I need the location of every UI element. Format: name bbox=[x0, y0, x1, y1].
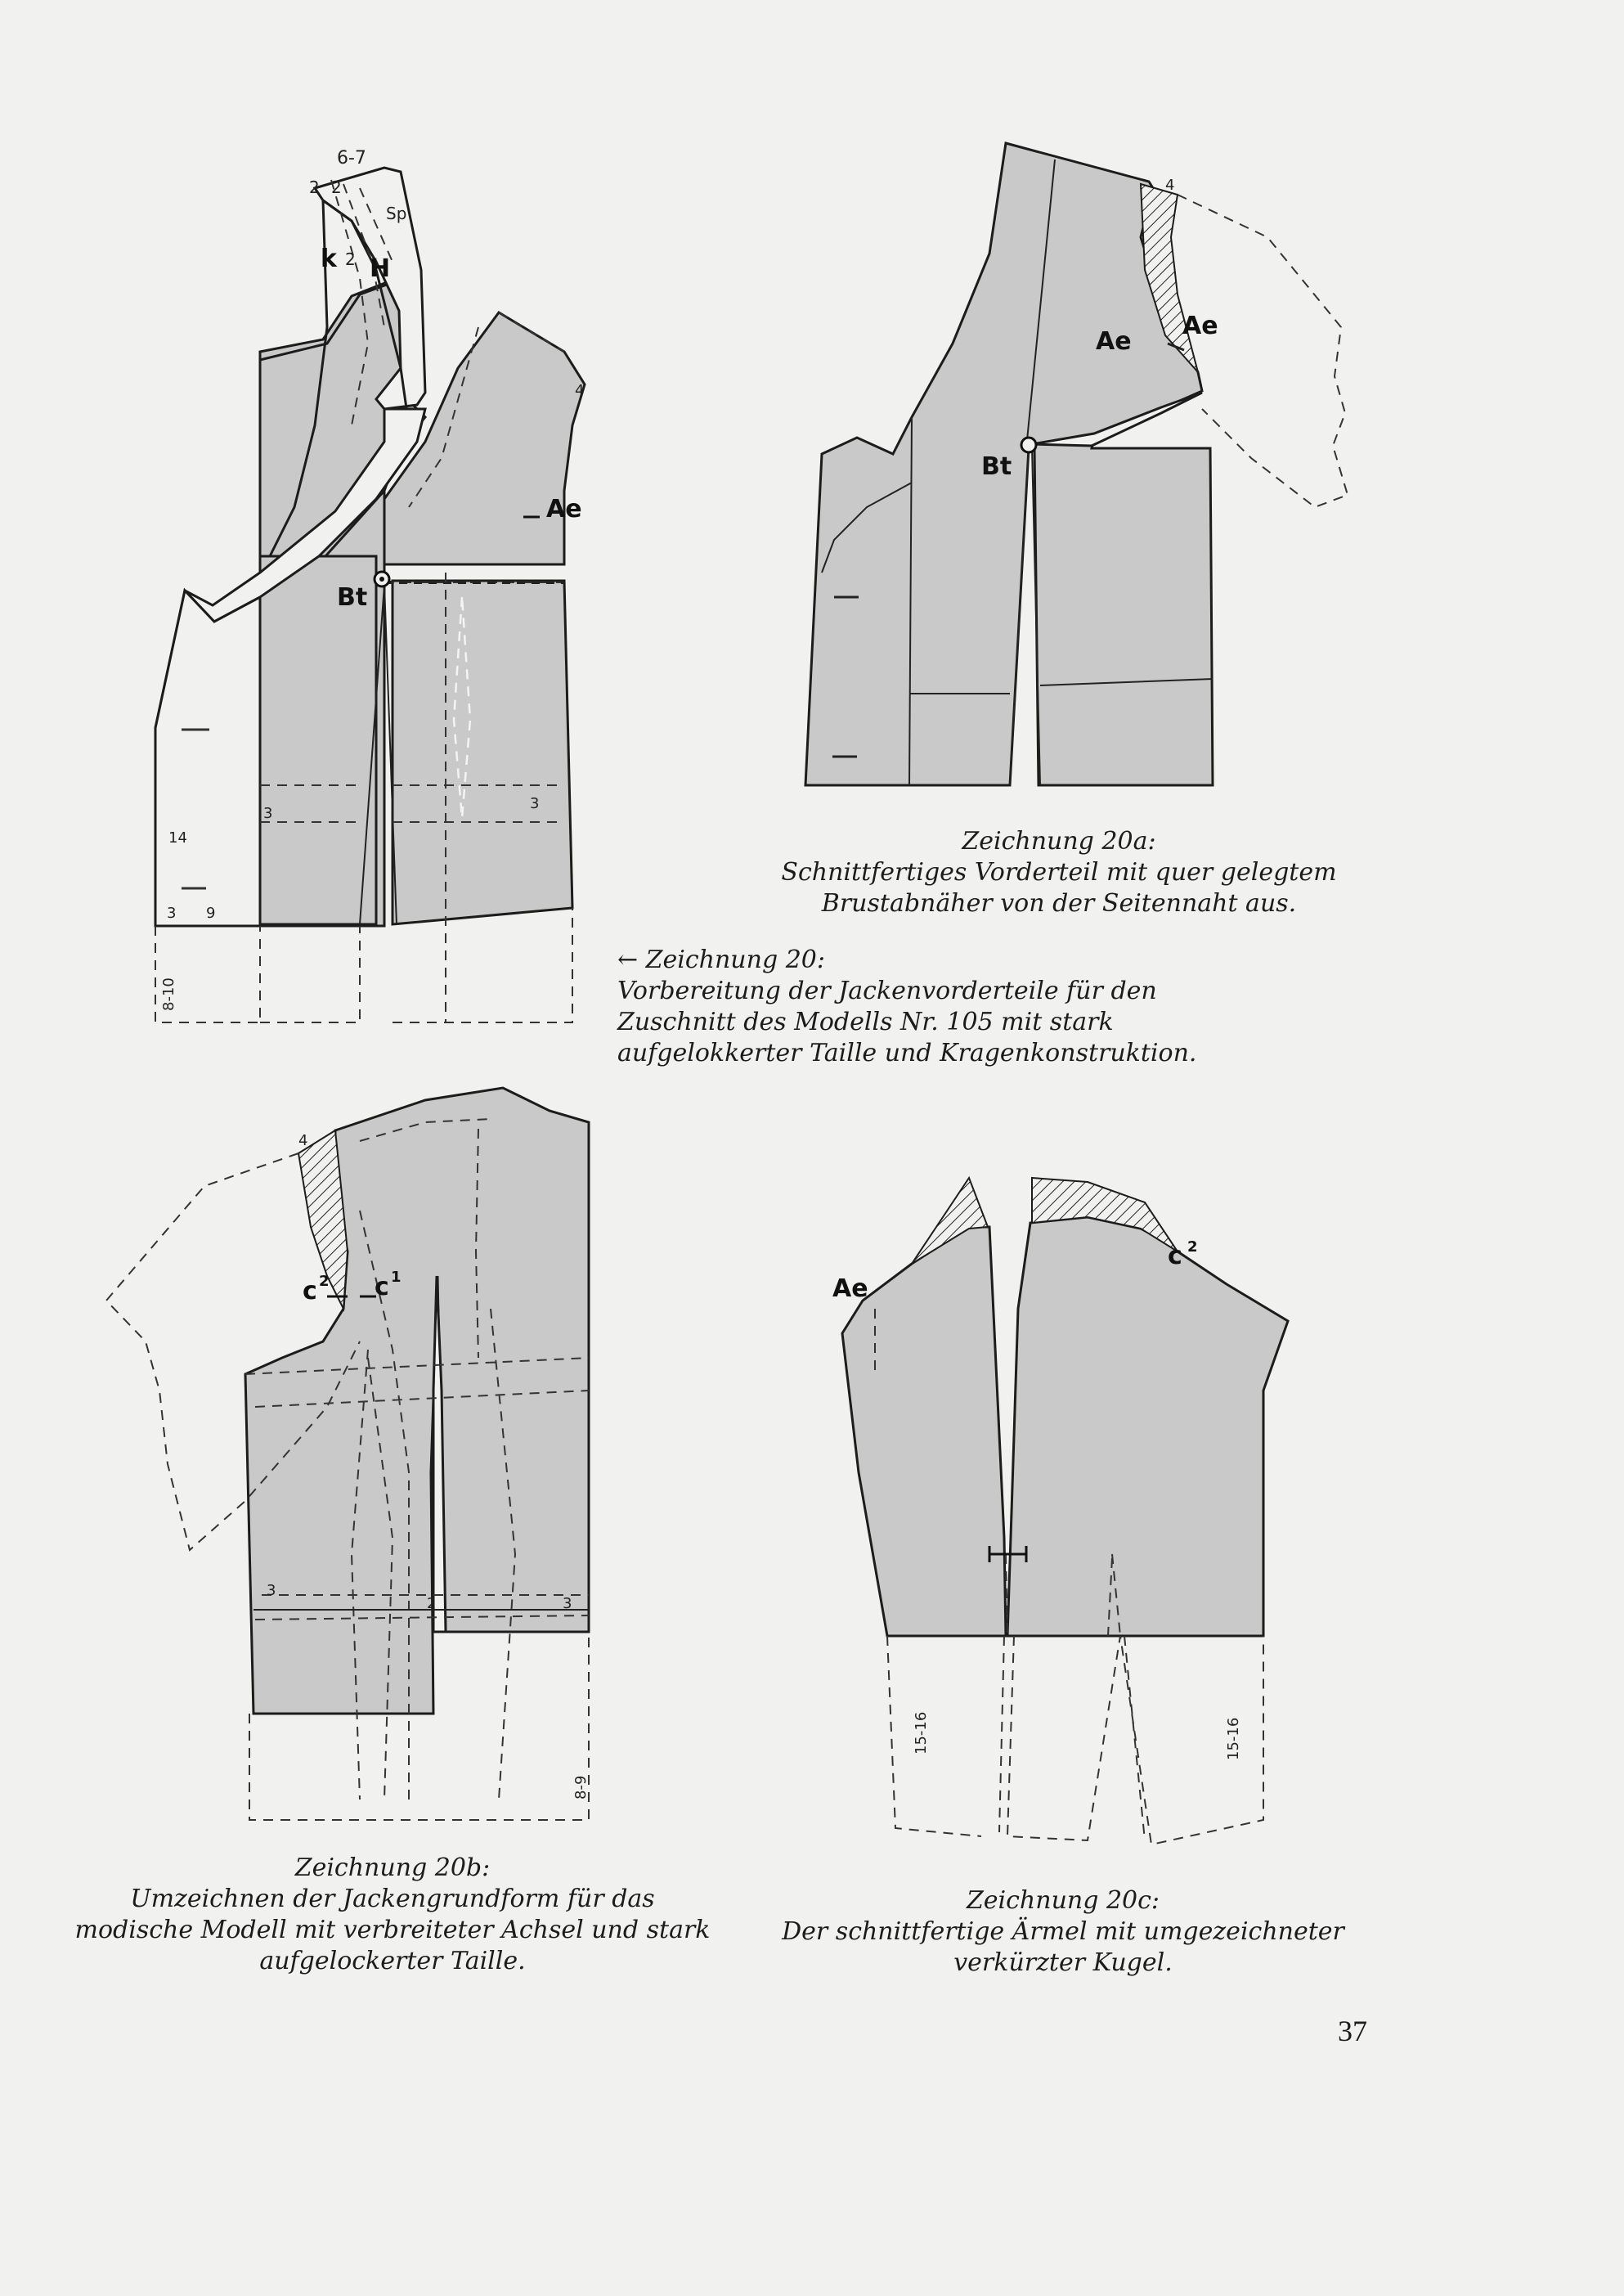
label-c1-20b: c bbox=[375, 1273, 389, 1301]
label-8-9-20b: 8-9 bbox=[572, 1775, 590, 1800]
label-bt: Bt bbox=[337, 583, 368, 612]
label-c2-20c: c bbox=[1168, 1242, 1182, 1270]
drawing-20b bbox=[106, 1088, 590, 1820]
sleeve-extension-left bbox=[887, 1636, 1263, 1844]
label-2a: 2 bbox=[309, 177, 320, 197]
side-lower bbox=[393, 581, 572, 924]
label-3-left-20b: 3 bbox=[267, 1582, 276, 1599]
label-2b: 2 bbox=[331, 177, 342, 197]
front-white-lower bbox=[155, 591, 260, 926]
drawing-20a bbox=[805, 143, 1348, 785]
label-ae-left-20a: Ae bbox=[1096, 327, 1132, 356]
label-bt-20a: Bt bbox=[981, 452, 1012, 481]
label-c2-20b: c bbox=[303, 1277, 317, 1305]
caption-20a-title: Zeichnung 20a: bbox=[962, 827, 1156, 856]
label-3-bottom: 3 bbox=[167, 905, 177, 922]
sleeve-right bbox=[1007, 1217, 1288, 1636]
label-3-right: 3 bbox=[530, 795, 540, 812]
label-6-7: 6-7 bbox=[337, 148, 366, 168]
caption-20a-text: Schnittfertiges Vorderteil mit quer gelegtem Brustabnäher von der Seitennaht aus. bbox=[781, 858, 1337, 918]
label-3-right-20b: 3 bbox=[563, 1595, 572, 1612]
label-3-left: 3 bbox=[263, 805, 273, 822]
caption-20c bbox=[748, 1885, 1378, 1979]
drawing-20 bbox=[155, 148, 585, 1022]
label-4: 4 bbox=[575, 382, 585, 399]
label-c2-sup-20c: 2 bbox=[1187, 1238, 1198, 1256]
caption-20b-title: Zeichnung 20b: bbox=[294, 1853, 491, 1882]
label-9-bottom: 9 bbox=[206, 905, 216, 922]
label-2c: 2 bbox=[345, 249, 356, 269]
label-c2-sup-20b: 2 bbox=[319, 1273, 330, 1290]
bt-point-20a bbox=[1021, 438, 1036, 452]
label-2-20b: 2 bbox=[427, 1595, 437, 1612]
label-ae-right-20a: Ae bbox=[1182, 312, 1218, 340]
label-8-10: 8-10 bbox=[160, 977, 177, 1011]
caption-20-title: ← Zeichnung 20: bbox=[617, 946, 825, 974]
label-ae: Ae bbox=[546, 495, 582, 523]
label-4-20b: 4 bbox=[298, 1132, 308, 1149]
caption-20 bbox=[617, 945, 1255, 1069]
label-15-16-left: 15-16 bbox=[913, 1711, 930, 1755]
label-14: 14 bbox=[168, 829, 187, 847]
label-k: k bbox=[321, 245, 337, 273]
caption-20-text: Vorbereitung der Jackenvorderteile für den Zuschnitt des Modells Nr. 105 mit stark aufgelokkerter Taille und Kragenkonstruktion. bbox=[617, 977, 1197, 1067]
caption-20a bbox=[736, 826, 1382, 919]
label-sp: Sp bbox=[386, 204, 407, 223]
label-ae-20c: Ae bbox=[832, 1274, 868, 1303]
label-4-20a: 4 bbox=[1165, 177, 1175, 194]
caption-20b-text: Umzeichnen der Jackengrundform für das modische Modell mit verbreiteter Achsel und stark aufgelockerter Taille. bbox=[74, 1885, 711, 1975]
caption-20c-text: Der schnittfertige Ärmel mit umgezeichneter verkürzter Kugel. bbox=[782, 1917, 1344, 1977]
label-h: H bbox=[370, 254, 391, 283]
page-number: 37 bbox=[1338, 2015, 1367, 2047]
caption-20b bbox=[70, 1853, 716, 1977]
caption-20c-title: Zeichnung 20c: bbox=[966, 1886, 1160, 1915]
drawing-20c bbox=[832, 1178, 1288, 1844]
label-15-16-right: 15-16 bbox=[1225, 1717, 1242, 1760]
label-c1-sup-20b: 1 bbox=[391, 1269, 402, 1286]
